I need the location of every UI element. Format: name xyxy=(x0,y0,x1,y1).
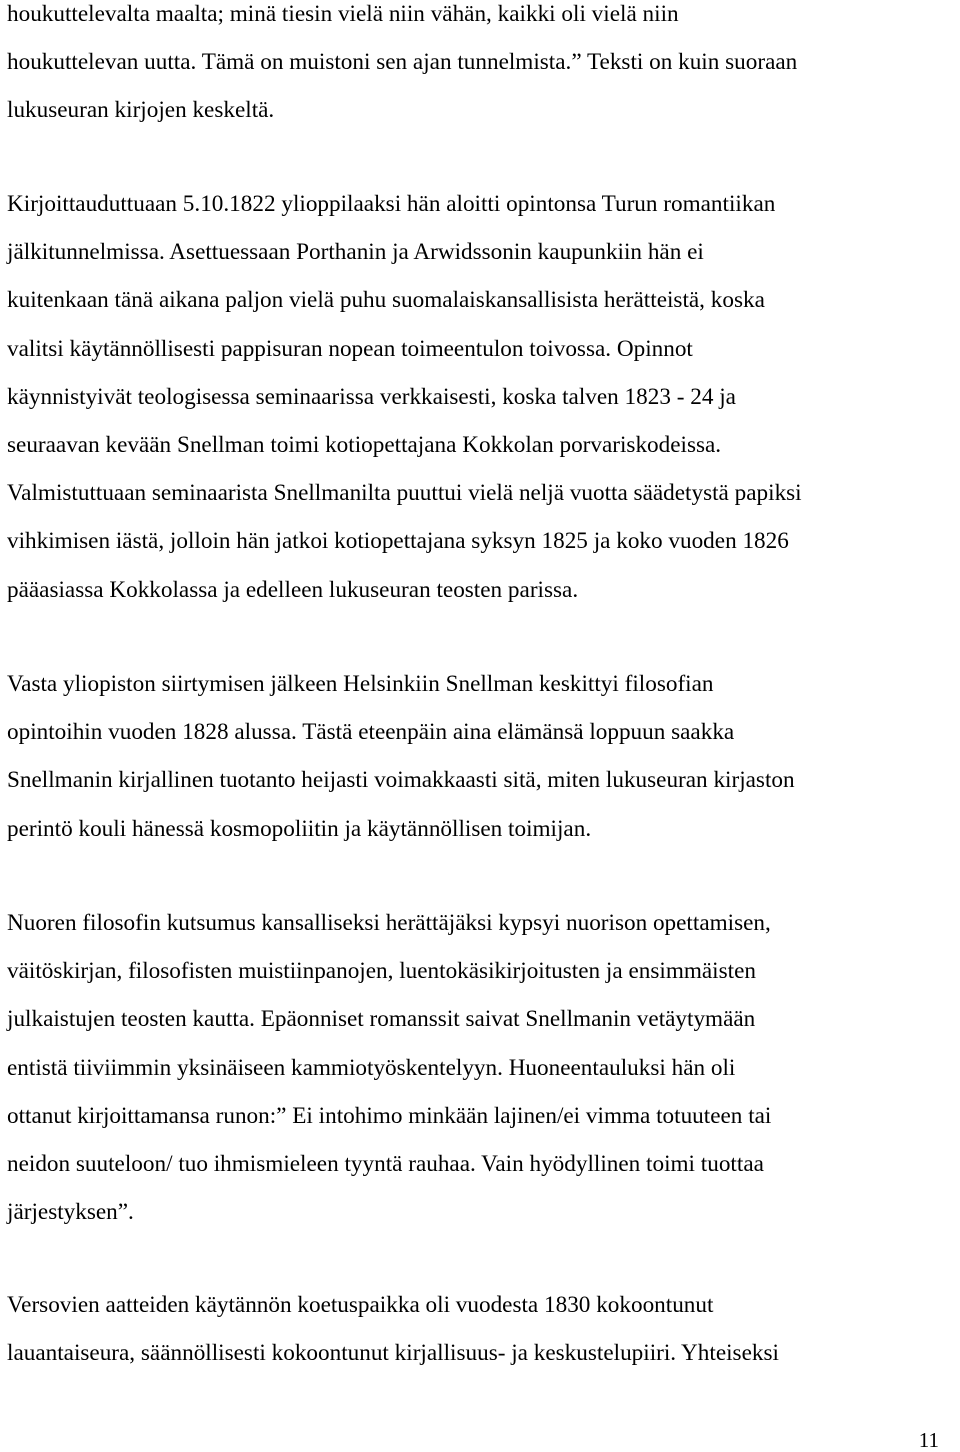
text-line: valitsi käytännöllisesti pappisuran nopean toimeentulon toivossa. Opinnot xyxy=(7,335,693,362)
paragraph-4 xyxy=(7,899,957,1236)
text-line: perintö kouli hänessä kosmopoliitin ja käytännöllisen toimijan. xyxy=(7,815,592,842)
text-line: Snellmanin kirjallinen tuotanto heijasti voimakkaasti sitä, miten lukuseuran kirjaston xyxy=(7,767,795,794)
text-line: Valmistuttuaan seminaarista Snellmanilta puuttui vielä neljä vuotta säädetystä papiksi xyxy=(7,480,802,507)
text-line: seuraavan kevään Snellman toimi kotiopettajana Kokkolan porvariskodeissa. xyxy=(7,431,722,458)
text-line: houkuttelevalta maalta; minä tiesin vielä niin vähän, kaikki oli vielä niin xyxy=(7,1,679,27)
paragraph-5 xyxy=(7,1281,957,1377)
paragraph-2 xyxy=(7,180,957,614)
text-line: käynnistyivät teologisessa seminaarissa verkkaisesti, koska talven 1823 - 24 ja xyxy=(7,383,736,410)
text-line: Kirjoittauduttuaan 5.10.1822 ylioppilaaksi hän aloitti opintonsa Turun romantiikan xyxy=(7,191,776,217)
text-line: kuitenkaan tänä aikana paljon vielä puhu suomalaiskansallisista herätteistä, koska xyxy=(7,287,765,314)
text-line: Nuoren filosofin kutsumus kansalliseksi herättäjäksi kypsyi nuorison opettamisen, xyxy=(7,910,771,936)
text-line: pääasiassa Kokkolassa ja edelleen lukuseuran teosten parissa. xyxy=(7,576,579,603)
text-line: entistä tiiviimmin yksinäiseen kammiotyöskentelyyn. Huoneentauluksi hän oli xyxy=(7,1054,736,1081)
text-line: vihkimisen iästä, jolloin hän jatkoi kotiopettajana syksyn 1825 ja koko vuoden 1826 xyxy=(7,528,789,555)
text-line: järjestyksen”. xyxy=(7,1199,134,1226)
paragraph-1 xyxy=(7,0,957,135)
paragraph-3 xyxy=(7,660,957,853)
text-line: lauantaiseura, säännöllisesti kokoontunut kirjallisuus- ja keskustelupiiri. Yhteiseksi xyxy=(7,1340,779,1367)
text-line: julkaistujen teosten kautta. Epäonniset romanssit saivat Snellmanin vetäytymään xyxy=(7,1006,756,1033)
text-line: jälkitunnelmissa. Asettuessaan Porthanin ja Arwidssonin kaupunkiin hän ei xyxy=(7,239,704,266)
text-line: Versovien aatteiden käytännön koetuspaikka oli vuodesta 1830 kokoontunut xyxy=(7,1292,714,1318)
text-line: Vasta yliopiston siirtymisen jälkeen Helsinkiin Snellman keskittyi filosofian xyxy=(7,671,714,697)
text-line: lukuseuran kirjojen keskeltä. xyxy=(7,97,275,124)
text-line: väitöskirjan, filosofisten muistiinpanojen, luentokäsikirjoitusten ja ensimmäisten xyxy=(7,958,756,985)
text-line: neidon suuteloon/ tuo ihmismieleen tyyntä rauhaa. Vain hyödyllinen toimi tuottaa xyxy=(7,1150,764,1177)
page-number: 11 xyxy=(918,1428,939,1452)
text-line: opintoihin vuoden 1828 alussa. Tästä eteenpäin aina elämänsä loppuun saakka xyxy=(7,719,735,746)
text-line: houkuttelevan uutta. Tämä on muistoni sen ajan tunnelmista.” Teksti on kuin suoraan xyxy=(7,49,798,76)
text-line: ottanut kirjoittamansa runon:” Ei intohimo minkään lajinen/ei vimma totuuteen tai xyxy=(7,1102,772,1129)
